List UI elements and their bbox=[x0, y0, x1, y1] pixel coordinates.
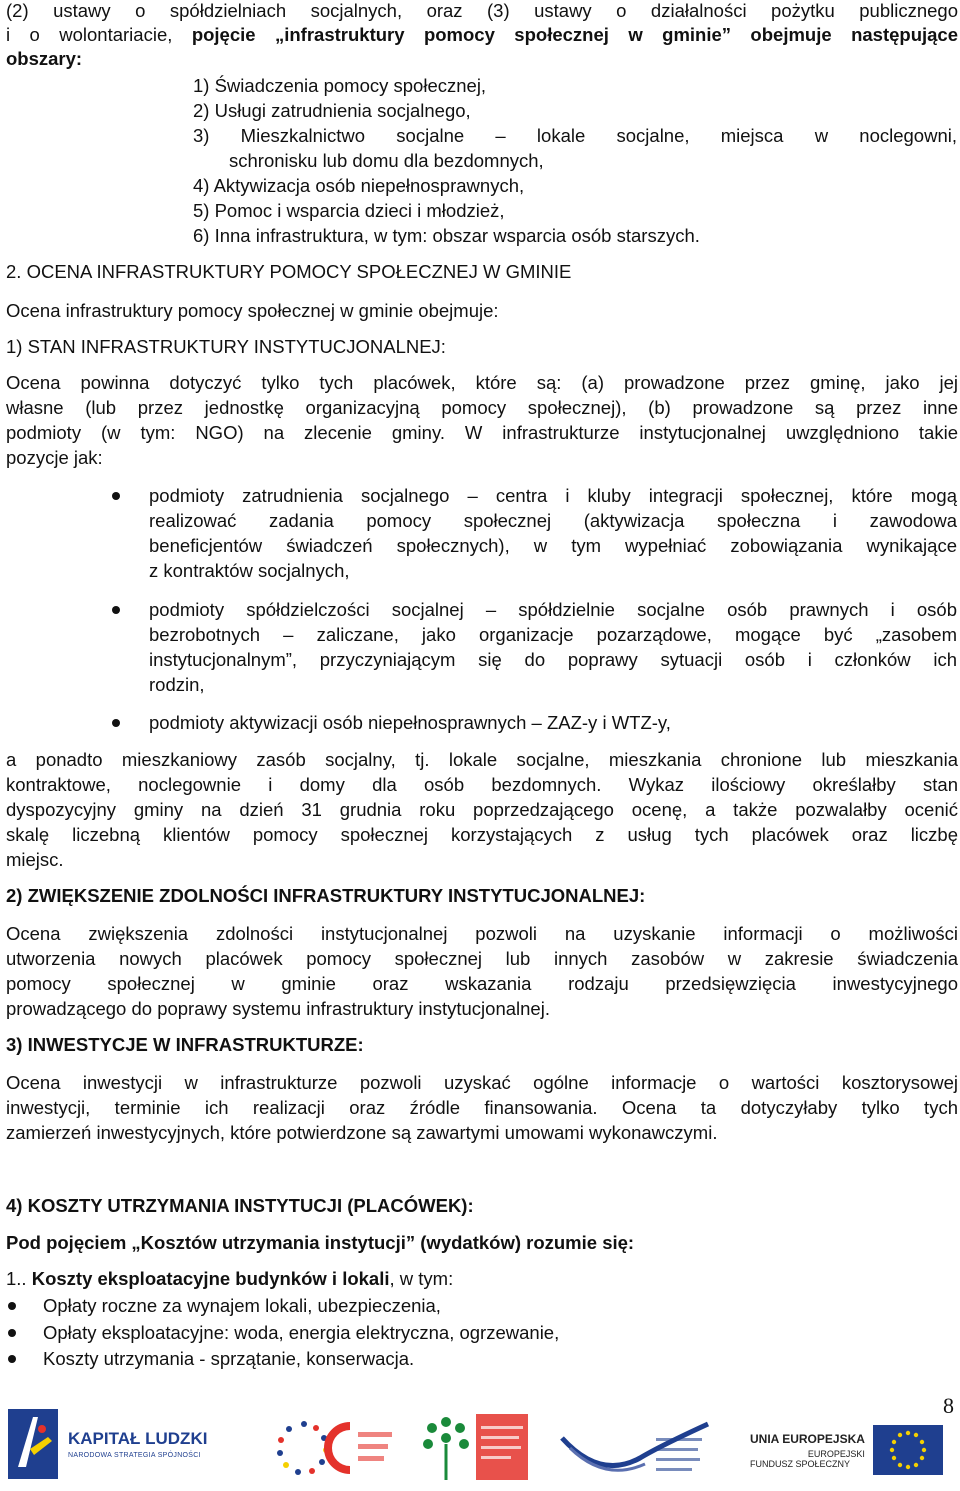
paragraph-line: miejsc. bbox=[6, 849, 64, 870]
bullet-dot-icon bbox=[8, 1302, 16, 1310]
paragraph-line: pozycje jak: bbox=[6, 447, 103, 468]
paragraph-line: prowadzącego do poprawy systemu infrastruktury instytucjonalnej. bbox=[6, 998, 550, 1019]
bullet-line: podmioty spółdzielczości socjalnej – spółdzielnie socjalne osób prawnych i osób bbox=[149, 599, 957, 620]
kapital-ludzki-title: KAPITAŁ LUDZKI bbox=[68, 1429, 208, 1448]
cost-item bbox=[6, 1268, 453, 1290]
eu-flag-icon bbox=[873, 1425, 943, 1475]
bullet-line: rodzin, bbox=[149, 674, 205, 695]
bullet-dot-icon bbox=[8, 1355, 16, 1363]
ekonomia-spoleczna-logo bbox=[418, 1414, 528, 1482]
paragraph-line: dyspozycyjny gminy na dzień 31 grudnia roku poprzedzającego ocenę, a także pozwalałby ocenić bbox=[6, 799, 958, 820]
kapital-ludzki-subtitle: NARODOWA STRATEGIA SPÓJNOŚCI bbox=[68, 1452, 201, 1459]
paragraph-line: a ponadto mieszkaniowy zasób socjalny, tj. lokale socjalne, mieszkania chronione lub mieszkania bbox=[6, 749, 958, 770]
paragraph-line: własne (lub przez jednostkę organizacyjną pomocy społecznej), (b) prowadzone są przez inne bbox=[6, 397, 958, 418]
bullet-line: beneficjentów świadczeń społecznych), w tym wypełniać zobowiązania wynikające bbox=[149, 535, 957, 556]
intro-text: i o wolontariacie, bbox=[6, 24, 192, 45]
eu-title: UNIA EUROPEJSKA bbox=[750, 1431, 865, 1446]
intro-bold-text: pojęcie „infrastruktury pomocy społecznej w gminie” obejmuje następujące bbox=[191, 24, 959, 45]
area-item: 5) Pomoc i wsparcia dzieci i młodzież, bbox=[193, 200, 505, 221]
section-intro: Ocena infrastruktury pomocy społecznej w gminie obejmuje: bbox=[6, 300, 499, 321]
intro-line bbox=[6, 24, 958, 46]
paragraph-line: Ocena inwestycji w infrastrukturze pozwoli uzyskać ogólne informacje o wartości kosztorysowej bbox=[6, 1072, 958, 1093]
subsection-heading: 2) ZWIĘKSZENIE ZDOLNOŚCI INFRASTRUKTURY INSTYTUCJONALNEJ: bbox=[6, 885, 646, 906]
swoosh-icon bbox=[560, 1418, 710, 1482]
intro-line: obszary: bbox=[6, 48, 83, 69]
paragraph-line: Ocena zwiększenia zdolności instytucjonalnej pozwoli na uzyskanie informacji o możliwości bbox=[6, 923, 958, 944]
subsection-heading: 3) INWESTYCJE W INFRASTRUKTURZE: bbox=[6, 1034, 364, 1055]
cost-bullet: Opłaty roczne za wynajem lokali, ubezpieczenia, bbox=[43, 1295, 441, 1316]
area-item: 4) Aktywizacja osób niepełnosprawnych, bbox=[193, 175, 525, 196]
bullet-line: realizować zadania pomocy społecznej (aktywizacja społeczna i zawodowa bbox=[149, 510, 957, 531]
kapital-ludzki-emblem-icon bbox=[8, 1409, 58, 1479]
subsection-heading: 1) STAN INFRASTRUKTURY INSTYTUCJONALNEJ: bbox=[6, 336, 446, 357]
paragraph-line: Ocena powinna dotyczyć tylko tych placówek, które są: (a) prowadzone przez gminę, jako jej bbox=[6, 372, 958, 393]
cost-item-number: 1.. bbox=[6, 1268, 32, 1289]
eu-subtitle-2: FUNDUSZ SPOŁECZNY bbox=[750, 1458, 851, 1469]
bullet-line: instytucjonalnym”, przyczyniającym się do poprawy sytuacji osób i członków ich bbox=[149, 649, 957, 670]
paragraph-line: inwestycji, terminie ich realizacji oraz źródle finansowania. Ocena ta dotyczyłaby tylko tych bbox=[6, 1097, 958, 1118]
bullet-dot-icon bbox=[8, 1329, 16, 1337]
eu-subtitle-1: EUROPEJSKI bbox=[807, 1448, 865, 1459]
bullet-line: bezrobotnych – zaliczane, jako organizacje pozarządowe, mogące być „zasobem bbox=[149, 624, 957, 645]
subsection-heading: 4) KOSZTY UTRZYMANIA INSTYTUCJI (PLACÓWEK): bbox=[6, 1195, 474, 1216]
area-item: 1) Świadczenia pomocy społecznej, bbox=[193, 75, 487, 96]
area-item: 3) Mieszkalnictwo socjalne – lokale socjalne, miejsca w noclegowni, bbox=[193, 125, 957, 146]
paragraph-line: kontraktowe, noclegownie i domy dla osób bezdomnych. Wykaz ilościowy określałby stan bbox=[6, 774, 958, 795]
intro-line: (2) ustawy o spółdzielniach socjalnych, oraz (3) ustawy o działalności pożytku publicznego bbox=[6, 0, 958, 21]
eu-efs-logo bbox=[750, 1416, 950, 1484]
cost-bullet: Opłaty eksploatacyjne: woda, energia elektryczna, ogrzewanie, bbox=[43, 1322, 560, 1343]
bullet-line: z kontraktów socjalnych, bbox=[149, 560, 350, 581]
paragraph-line: skalę liczebną klientów pomocy społecznej korzystających z usług tych placówek oraz liczbę bbox=[6, 824, 958, 845]
swoosh-logo bbox=[560, 1418, 710, 1482]
paragraph-line: zamierzeń inwestycyjnych, które potwierdzone są zawartymi umowami wykonawczymi. bbox=[6, 1122, 718, 1143]
bullet-dot-icon bbox=[112, 719, 120, 727]
cost-item-title: Koszty eksploatacyjne budynków i lokali bbox=[31, 1268, 390, 1289]
bullet-dot-icon bbox=[112, 606, 120, 614]
bullet-dot-icon bbox=[112, 492, 120, 500]
bullet-line: podmioty zatrudnienia socjalnego – centra i kluby integracji społecznej, które mogą bbox=[149, 485, 957, 506]
stars-circle-icon bbox=[270, 1416, 400, 1480]
paragraph-line: podmioty (w tym: NGO) na zlecenie gminy. W infrastrukturze instytucjonalnej uwzględniono takie bbox=[6, 422, 958, 443]
area-item-cont: schronisku lub domu dla bezdomnych, bbox=[229, 150, 544, 171]
subsection-intro: Pod pojęciem „Kosztów utrzymania instytucji” (wydatków) rozumie się: bbox=[6, 1232, 635, 1253]
area-item: 6) Inna infrastruktura, w tym: obszar wsparcia osób starszych. bbox=[193, 225, 700, 246]
paragraph-line: utworzenia nowych placówek pomocy społecznej lub innych zasobów w zakresie świadczenia bbox=[6, 948, 958, 969]
kapital-ludzki-logo bbox=[8, 1408, 218, 1480]
tree-icon bbox=[418, 1414, 528, 1482]
page-number: 8 bbox=[943, 1393, 954, 1418]
section-heading: 2. OCENA INFRASTRUKTURY POMOCY SPOŁECZNEJ W GMINIE bbox=[6, 261, 572, 282]
paragraph-line: pomocy społecznej w gminie oraz wskazania rodzaju przedsięwzięcia inwestycyjnego bbox=[6, 973, 958, 994]
bullet-line: podmioty aktywizacji osób niepełnosprawnych – ZAZ-y i WTZ-y, bbox=[149, 712, 671, 733]
area-item: 2) Usługi zatrudnienia socjalnego, bbox=[193, 100, 471, 121]
footer-logos bbox=[0, 1400, 960, 1491]
cost-item-rest: , w tym: bbox=[389, 1268, 454, 1289]
cost-bullet: Koszty utrzymania - sprzątanie, konserwacja. bbox=[43, 1348, 415, 1369]
centrum-logo bbox=[270, 1416, 400, 1480]
